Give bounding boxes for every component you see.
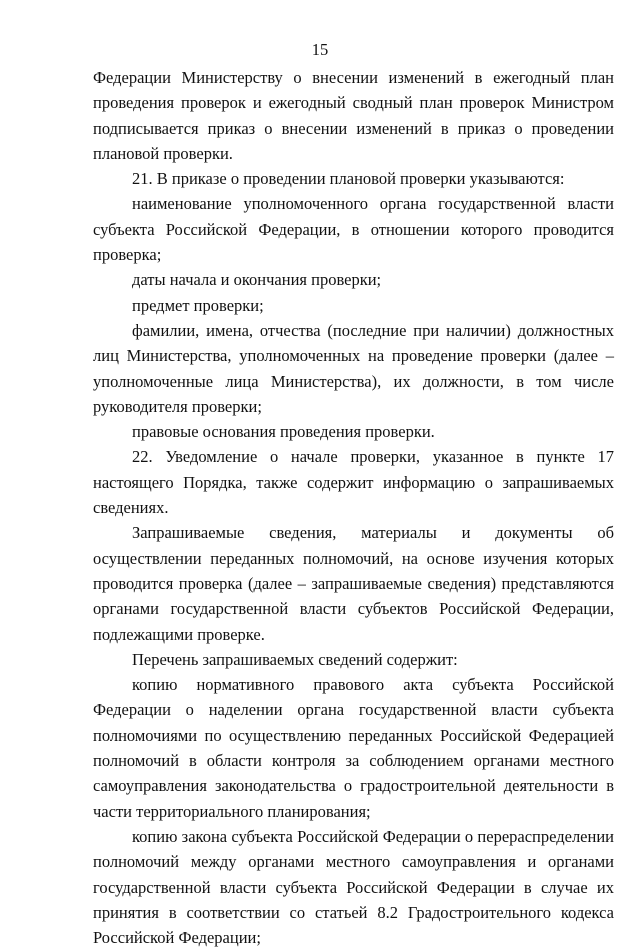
page-number: 15	[311, 40, 329, 59]
paragraph-dates: даты начала и окончания проверки;	[132, 270, 382, 290]
paragraph-legal-grounds: правовые основания проведения проверки.	[132, 422, 435, 442]
paragraph-officials: фамилии, имена, отчества (последние при наличии) должностных лиц Министерства, уполномоченных на проведение проверки (далее – уполномоченные лица Министерства), их должности, в том числе руководителя проверки;	[93, 320, 614, 416]
paragraph-authority-name: наименование уполномоченного органа государственной власти субъекта Российской Федерации, в отношении которого проводится проверка;	[93, 194, 614, 265]
paragraph-list-intro: Перечень запрашиваемых сведений содержит:	[132, 649, 458, 669]
paragraph-subject: предмет проверки;	[132, 295, 264, 315]
document-body	[93, 65, 614, 950]
paragraph-copy-law: копию закона субъекта Российской Федерации о перераспределении полномочий между органами местного самоуправления и органами государственной власти субъекта Российской Федерации в случае их принятия в соответствии со статьей 8.2 Градостроительного кодекса Российской Федерации;	[93, 826, 614, 948]
paragraph-requested-info: Запрашиваемые сведения, материалы и документы об осуществлении переданных полномочий, на основе изучения которых проводится проверка (далее – запрашиваемые сведения) представляются органами государственной власти субъектов Российской Федерации, подлежащими проверке.	[93, 523, 614, 644]
paragraph-clause-21: 21. В приказе о проведении плановой проверки указываются:	[132, 169, 565, 189]
paragraph-continuation: Федерации Министерству о внесении изменений в ежегодный план проведения проверок и ежегодный сводный план проверок Министром подписывается приказ о внесении изменений в приказ о проведении плановой проверки.	[93, 68, 614, 163]
paragraph-copy-normative-act: копию нормативного правового акта субъекта Российской Федерации о наделении органа государственной власти субъекта полномочиями по осуществлению переданных Российской Федерацией полномочий в области контроля за соблюдением органами местного самоуправления законодательства о градостроительной деятельности в части территориального планирования;	[93, 675, 614, 821]
paragraph-clause-22: 22. Уведомление о начале проверки, указанное в пункте 17 настоящего Порядка, также содержит информацию о запрашиваемых сведениях.	[93, 447, 614, 518]
